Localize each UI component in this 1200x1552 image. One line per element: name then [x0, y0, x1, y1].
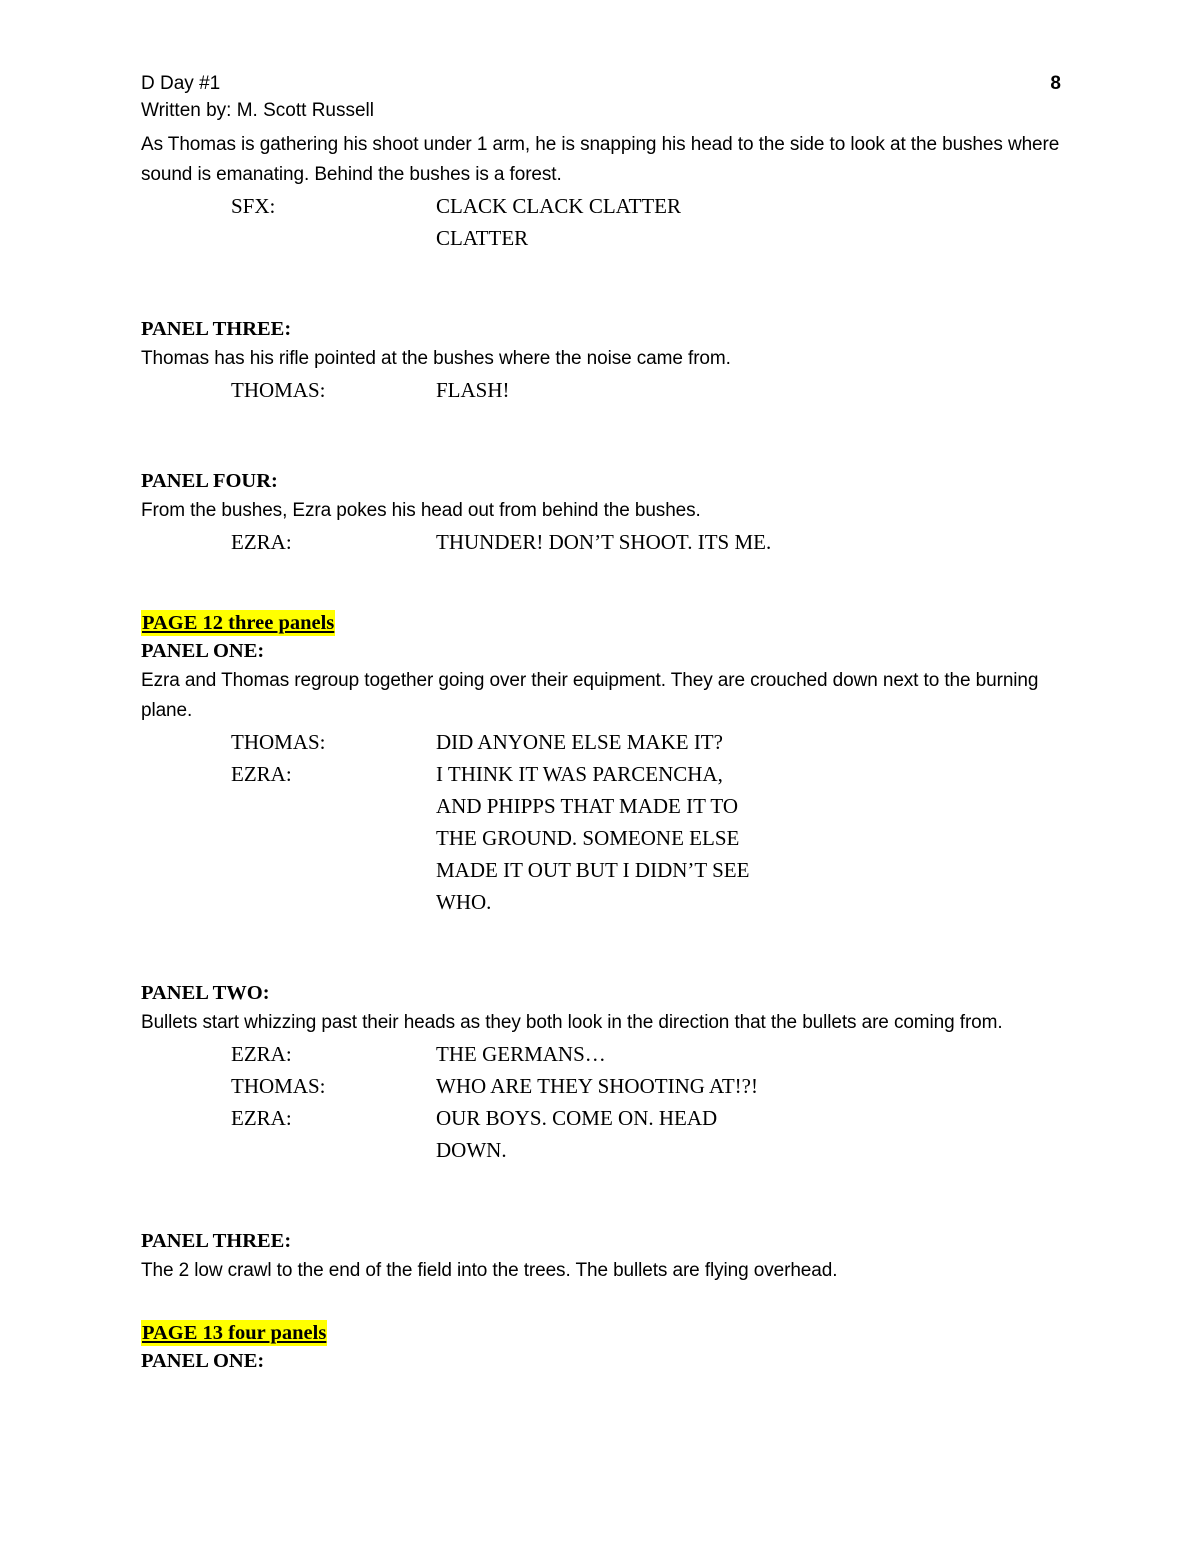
dialogue-line: FLASH! — [436, 378, 510, 402]
dialogue-row — [141, 1102, 1061, 1166]
panel-heading: PANEL THREE: — [141, 318, 292, 340]
panel-heading: PANEL FOUR: — [141, 470, 278, 492]
dialogue-line: THE GERMANS… — [436, 1042, 606, 1066]
page-marker-row — [141, 610, 1061, 636]
dialogue-line: AND PHIPPS THAT MADE IT TO — [436, 794, 739, 818]
panel-description: Thomas has his rifle pointed at the bushes where the noise came from. — [141, 348, 731, 369]
dialogue-lines — [436, 1102, 1061, 1166]
page-marker-12: PAGE 12 three panels — [142, 612, 335, 634]
dialogue-lines — [436, 526, 1061, 558]
dialogue-lines — [436, 190, 1061, 254]
dialogue-lines — [436, 726, 1061, 758]
page-header — [141, 70, 1061, 130]
page-content — [141, 70, 1061, 1376]
panel-description: Bullets start whizzing past their heads as they both look in the direction that the bullets are coming from. — [141, 1012, 1003, 1033]
dialogue-row — [141, 1070, 1061, 1102]
dialogue-character: SFX: — [231, 194, 276, 218]
dialogue-row — [141, 374, 1061, 406]
dialogue-lines — [436, 374, 1061, 406]
panel-heading: PANEL TWO: — [141, 982, 270, 1004]
dialogue-line: CLACK CLACK CLATTER — [436, 194, 682, 218]
panel-description: From the bushes, Ezra pokes his head out from behind the bushes. — [141, 500, 701, 521]
dialogue-character: THOMAS: — [231, 378, 326, 402]
dialogue-lines — [436, 758, 1061, 918]
dialogue-character: EZRA: — [231, 1106, 292, 1130]
dialogue-lines — [436, 1038, 1061, 1070]
dialogue-character: THOMAS: — [231, 730, 326, 754]
dialogue-row — [141, 758, 1061, 918]
panel-heading: PANEL ONE: — [141, 640, 265, 662]
panel-description: The 2 low crawl to the end of the field into the trees. The bullets are flying overhead. — [141, 1260, 838, 1281]
dialogue-character: EZRA: — [231, 762, 292, 786]
header-title-block — [141, 70, 374, 124]
dialogue-line: WHO. — [436, 890, 492, 914]
dialogue-character: THOMAS: — [231, 1074, 326, 1098]
dialogue-lines — [436, 1070, 1061, 1102]
page-marker-13: PAGE 13 four panels — [142, 1322, 327, 1344]
script-title: D Day #1 — [141, 73, 221, 94]
dialogue-line: THE GROUND. SOMEONE ELSE — [436, 826, 740, 850]
panel-heading: PANEL THREE: — [141, 1230, 292, 1252]
dialogue-row — [141, 726, 1061, 758]
dialogue-line: CLATTER — [436, 226, 529, 250]
dialogue-line: DID ANYONE ELSE MAKE IT? — [436, 730, 723, 754]
dialogue-line: I THINK IT WAS PARCENCHA, — [436, 762, 723, 786]
page-number: 8 — [1050, 73, 1061, 94]
dialogue-line: OUR BOYS. COME ON. HEAD — [436, 1106, 718, 1130]
dialogue-character: EZRA: — [231, 530, 292, 554]
dialogue-line: THUNDER! DON’T SHOOT. ITS ME. — [436, 530, 772, 554]
panel-description: As Thomas is gathering his shoot under 1 arm, he is snapping his head to the side to look at the bushes where sound is emanating. Behind the bushes is a forest. — [141, 134, 1060, 185]
dialogue-line: MADE IT OUT BUT I DIDN’T SEE — [436, 858, 750, 882]
dialogue-row — [141, 526, 1061, 558]
dialogue-row — [141, 190, 1061, 254]
dialogue-character: EZRA: — [231, 1042, 292, 1066]
panel-description: Ezra and Thomas regroup together going over their equipment. They are crouched down next to the burning plane. — [141, 670, 1039, 721]
script-byline: Written by: M. Scott Russell — [141, 100, 374, 121]
panel-heading: PANEL ONE: — [141, 1350, 265, 1372]
dialogue-line: WHO ARE THEY SHOOTING AT!?! — [436, 1074, 758, 1098]
dialogue-row — [141, 1038, 1061, 1070]
page-marker-row — [141, 1320, 1061, 1346]
dialogue-line: DOWN. — [436, 1138, 507, 1162]
